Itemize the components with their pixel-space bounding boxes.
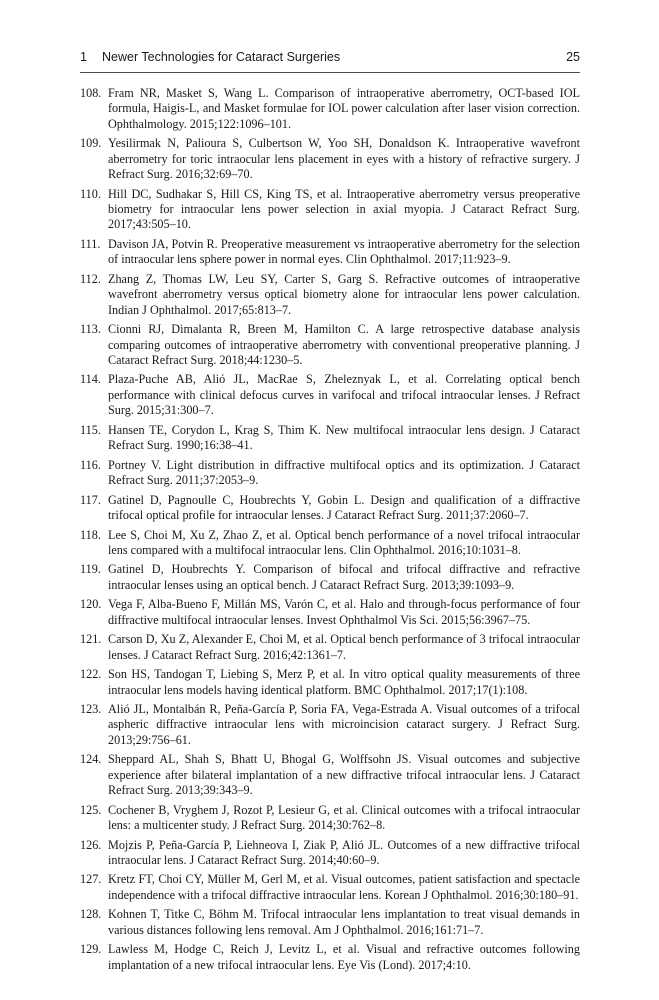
reference-text: Mojzis P, Peña-García P, Liehneova I, Ziak P, Alió JL. Outcomes of a new diffractive trifocal intraocular lens. J Cataract Refract Surg. 2014;40:60–9. (108, 837, 580, 867)
reference-item (80, 667, 580, 698)
reference-number: 113. (80, 322, 101, 337)
reference-item (80, 942, 580, 973)
reference-text: Fram NR, Masket S, Wang L. Comparison of intraoperative aberrometry, OCT-based IOL formula, Haigis-L, and Masket formulae for IOL power calculation after laser vision correction. Ophthalmology. 2015;122:1096–101. (108, 86, 580, 131)
reference-text: Plaza-Puche AB, Alió JL, MacRae S, Zheleznyak L, et al. Correlating optical bench performance with clinical defocus curves in varifocal and trifocal intraocular lenses. J Refract Surg. 2015;31:300–7. (108, 372, 580, 418)
reference-item (80, 752, 580, 798)
reference-item (80, 803, 580, 834)
reference-number: 116. (80, 457, 101, 472)
reference-text: Lee S, Choi M, Xu Z, Zhao Z, et al. Optical bench performance of a novel trifocal intraocular lens compared with a multifocal intraocular lens. Clin Ophthalmol. 2016;10:1031–8. (108, 527, 580, 557)
reference-text: Carson D, Xu Z, Alexander E, Choi M, et al. Optical bench performance of 3 trifocal intraocular lenses. J Cataract Refract Surg. 2016;42:1361–7. (108, 632, 580, 662)
reference-text: Gatinel D, Houbrechts Y. Comparison of bifocal and trifocal diffractive and refractive intraocular lenses using an optical bench. J Cataract Refract Surg. 2013;39:1093–9. (108, 562, 580, 592)
reference-item (80, 907, 580, 938)
header-rule (80, 72, 580, 73)
reference-text: Cionni RJ, Dimalanta R, Breen M, Hamilton C. A large retrospective database analysis comparing outcomes of intraoperative aberrometry with conventional preoperative planning. J Cataract Refract Surg. 2018;44:1230–5. (108, 322, 580, 367)
reference-text: Davison JA, Potvin R. Preoperative measurement vs intraoperative aberrometry for the selection of intraocular lens sphere power in normal eyes. Clin Ophthalmol. 2017;11:923–9. (108, 236, 580, 267)
reference-number: 120. (80, 597, 102, 612)
reference-text: Zhang Z, Thomas LW, Leu SY, Carter S, Garg S. Refractive outcomes of intraoperative wavefront aberrometry versus optical biometry alone for intraocular lens power calculation. Indian J Ophthalmol. 2017;65:813–7. (108, 271, 580, 317)
reference-number: 110. (80, 186, 101, 201)
reference-number: 117. (80, 492, 101, 507)
reference-text: Lawless M, Hodge C, Reich J, Levitz L, et al. Visual and refractive outcomes following implantation of a new trifocal intraocular lens. Eye Vis (Lond). 2017;4:10. (108, 942, 580, 972)
chapter-number: 1 (80, 50, 87, 64)
reference-number: 127. (80, 872, 102, 887)
reference-item (80, 493, 580, 524)
reference-item (80, 86, 580, 132)
reference-item (80, 597, 580, 628)
reference-text: Sheppard AL, Shah S, Bhatt U, Bhogal G, Wolffsohn JS. Visual outcomes and subjective experience after bilateral implantation of a new diffractive trifocal intraocular lens. J Cataract Refract Surg. 2013;39:343–9. (108, 752, 580, 798)
reference-number: 121. (80, 632, 102, 647)
reference-text: Cochener B, Vryghem J, Rozot P, Lesieur G, et al. Clinical outcomes with a trifocal intraocular lens: a multicenter study. J Refract Surg. 2014;30:762–8. (108, 802, 580, 833)
reference-number: 114. (80, 372, 101, 387)
reference-number: 112. (80, 271, 101, 286)
reference-item (80, 528, 580, 559)
reference-item (80, 272, 580, 318)
reference-number: 108. (80, 86, 102, 100)
reference-item (80, 322, 580, 368)
reference-item (80, 632, 580, 663)
reference-number: 123. (80, 702, 102, 717)
chapter-title: Newer Technologies for Cataract Surgeries (102, 50, 341, 64)
reference-text: Son HS, Tandogan T, Liebing S, Merz P, et al. In vitro optical quality measurements of three intraocular lens models having identical platform. BMC Ophthalmol. 2017;17(1):108. (108, 667, 580, 697)
reference-number: 109. (80, 136, 102, 151)
reference-item (80, 136, 580, 182)
reference-text: Vega F, Alba-Bueno F, Millán MS, Varón C, et al. Halo and through-focus performance of four diffractive multifocal intraocular lenses. Invest Ophthalmol Vis Sci. 2015;56:3967–75. (108, 597, 580, 627)
reference-number: 115. (80, 422, 101, 437)
reference-item (80, 237, 580, 268)
reference-text: Alió JL, Montalbán R, Peña-García P, Soria FA, Vega-Estrada A. Visual outcomes of a trifocal aspheric diffractive intraocular lens with microincision cataract surgery. J Refract Surg. 2013;29:756–61. (108, 702, 580, 747)
reference-item (80, 702, 580, 748)
reference-number: 118. (80, 527, 101, 542)
reference-number: 126. (80, 837, 102, 852)
reference-item (80, 372, 580, 418)
reference-text: Yesilirmak N, Palioura S, Culbertson W, Yoo SH, Donaldson K. Intraoperative wavefront aberrometry for toric intraocular lens placement in eyes with a history of refractive surgery. J Refract Surg. 2016;32:69–70. (108, 136, 580, 182)
reference-text: Portney V. Light distribution in diffractive multifocal optics and its optimization. J Cataract Refract Surg. 2011;37:2053–9. (108, 457, 580, 488)
page-number: 25 (566, 50, 580, 64)
reference-number: 124. (80, 752, 102, 767)
reference-list (80, 86, 580, 977)
reference-text: Kretz FT, Choi CY, Müller M, Gerl M, et al. Visual outcomes, patient satisfaction and spectacle independence with a trifocal diffractive intraocular lens. Korean J Ophthalmol. 2016;30:180–91. (108, 872, 580, 902)
reference-item (80, 838, 580, 869)
reference-number: 122. (80, 667, 102, 682)
reference-item (80, 562, 580, 593)
reference-item (80, 423, 580, 454)
reference-item (80, 872, 580, 903)
reference-number: 111. (80, 236, 101, 251)
reference-text: Hansen TE, Corydon L, Krag S, Thim K. New multifocal intraocular lens design. J Cataract Refract Surg. 1990;16:38–41. (108, 422, 580, 453)
reference-text: Gatinel D, Pagnoulle C, Houbrechts Y, Gobin L. Design and qualification of a diffractive trifocal optical profile for intraocular lenses. J Cataract Refract Surg. 2011;37:2060–7. (108, 492, 580, 522)
reference-number: 129. (80, 942, 102, 957)
reference-text: Hill DC, Sudhakar S, Hill CS, King TS, et al. Intraoperative aberrometry versus preoperative biometry for intraocular lens power selection in axial myopia. J Cataract Refract Surg. 2017;43:505–10. (108, 186, 580, 232)
reference-number: 128. (80, 907, 102, 922)
reference-item (80, 458, 580, 489)
reference-item (80, 187, 580, 233)
reference-number: 125. (80, 802, 102, 817)
running-header (80, 50, 580, 68)
reference-text: Kohnen T, Titke C, Böhm M. Trifocal intraocular lens implantation to treat visual demands in various distances following lens removal. Am J Ophthalmol. 2016;161:71–7. (108, 907, 580, 937)
reference-number: 119. (80, 562, 101, 577)
